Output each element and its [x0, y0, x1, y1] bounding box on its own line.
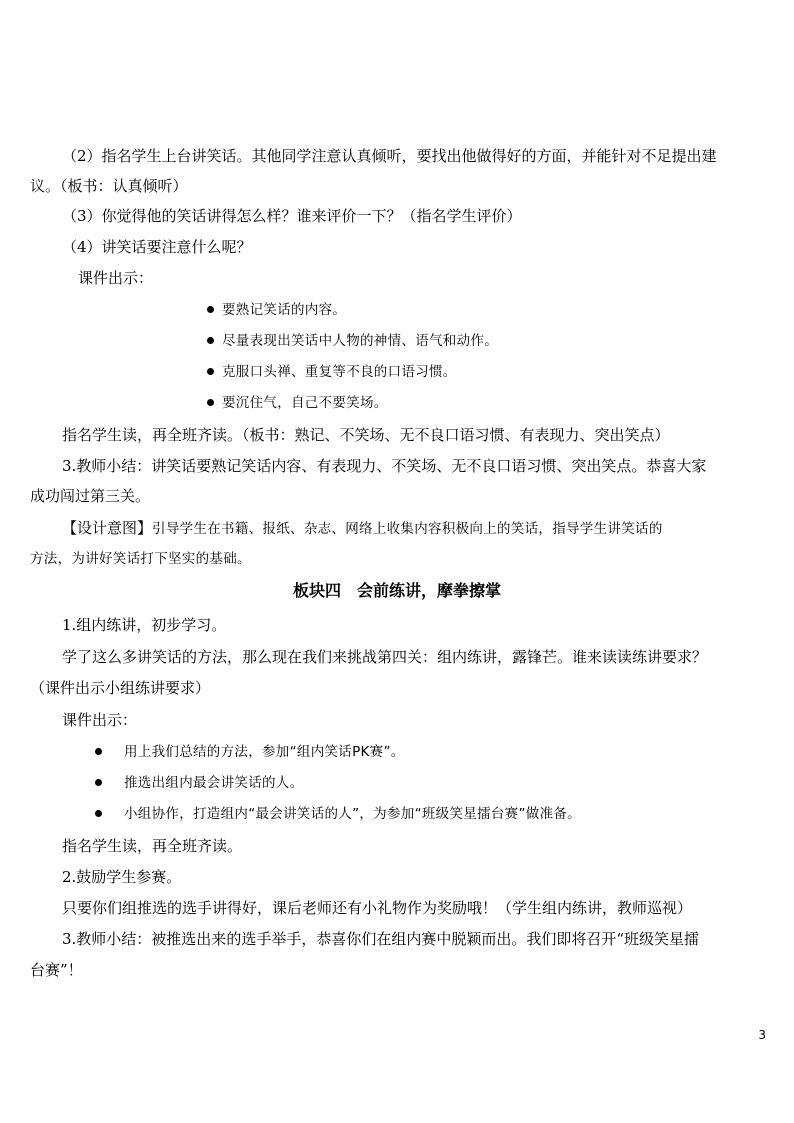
design-intent-label: 【设计意图】 — [62, 519, 153, 537]
courseware-item: 用上我们总结的方法，参加“组内笑话PK赛”。 — [95, 742, 405, 762]
design-intent-line: 方法，为讲好笑话打下坚实的基础。 — [30, 551, 251, 567]
bullet-icon — [207, 306, 214, 313]
bullet-icon — [95, 748, 102, 755]
paragraph-line: 3.教师小结：被推选出来的选手举手，恭喜你们在组内赛中脱颖而出。我们即将召开“班级笑星擂 — [62, 930, 699, 948]
design-intent: 【设计意图】引导学生在书籍、报纸、杂志、网络上收集内容积极向上的笑话，指导学生讲笑话的 — [62, 519, 663, 537]
paragraph-line: （3）你觉得他的笑话讲得怎么样？谁来评价一下？（指名学生评价） — [62, 207, 522, 225]
paragraph-line: 指名学生读，再全班齐读。（板书：熟记、不笑场、无不良口语习惯、有表现力、突出笑点） — [62, 426, 670, 444]
paragraph-line: （4）讲笑话要注意什么呢？ — [62, 238, 252, 256]
paragraph-line: 指名学生读，再全班齐读。 — [62, 837, 243, 855]
courseware-item: 要沉住气，自己不要笑场。 — [207, 393, 388, 413]
paragraph-line: 1.组内练讲，初步学习。 — [62, 616, 227, 634]
courseware-item: 推选出组内最会讲笑话的人。 — [95, 773, 303, 793]
courseware-label: 课件出示： — [62, 711, 138, 729]
bullet-icon — [207, 399, 214, 406]
bullet-icon — [207, 368, 214, 375]
bullet-icon — [95, 810, 102, 817]
bullet-icon — [95, 779, 102, 786]
courseware-item: 尽量表现出笑话中人物的神情、语气和动作。 — [207, 331, 498, 351]
courseware-label: 课件出示： — [78, 269, 154, 287]
bullet-icon — [207, 337, 214, 344]
courseware-item: 小组协作，打造组内“最会讲笑话的人”，为参加“班级笑星擂台赛”做准备。 — [95, 804, 581, 824]
paragraph-line: 台赛”！ — [30, 961, 83, 979]
paragraph-line: （2）指名学生上台讲笑话。其他同学注意认真倾听，要找出他做得好的方面，并能针对不足提出建 — [62, 147, 717, 165]
courseware-item: 克服口头禅、重复等不良的口语习惯。 — [207, 362, 457, 382]
paragraph-line: 成功闯过第三关。 — [30, 487, 151, 505]
paragraph-line: 只要你们组推选的选手讲得好，课后老师还有小礼物作为奖励哦！（学生组内练讲，教师巡视） — [62, 899, 693, 917]
paragraph-line: 学了这么多讲笑话的方法，那么现在我们来挑战第四关：组内练讲，露锋芒。谁来读读练讲要求？ — [62, 648, 708, 666]
paragraph-line: 2.鼓励学生参赛。 — [62, 868, 182, 886]
paragraph-line: 3.教师小结：讲笑话要熟记笑话内容、有表现力、不笑场、无不良口语习惯、突出笑点。恭喜大家 — [62, 457, 707, 475]
paragraph-line: 议。（板书：认真倾听） — [30, 177, 188, 195]
paragraph-line: （课件出示小组练讲要求） — [30, 679, 211, 697]
section-heading: 板块四 会前练讲，摩拳擦掌 — [292, 581, 501, 600]
courseware-item: 要熟记笑话的内容。 — [207, 300, 346, 320]
page-number: 3 — [758, 1028, 766, 1042]
